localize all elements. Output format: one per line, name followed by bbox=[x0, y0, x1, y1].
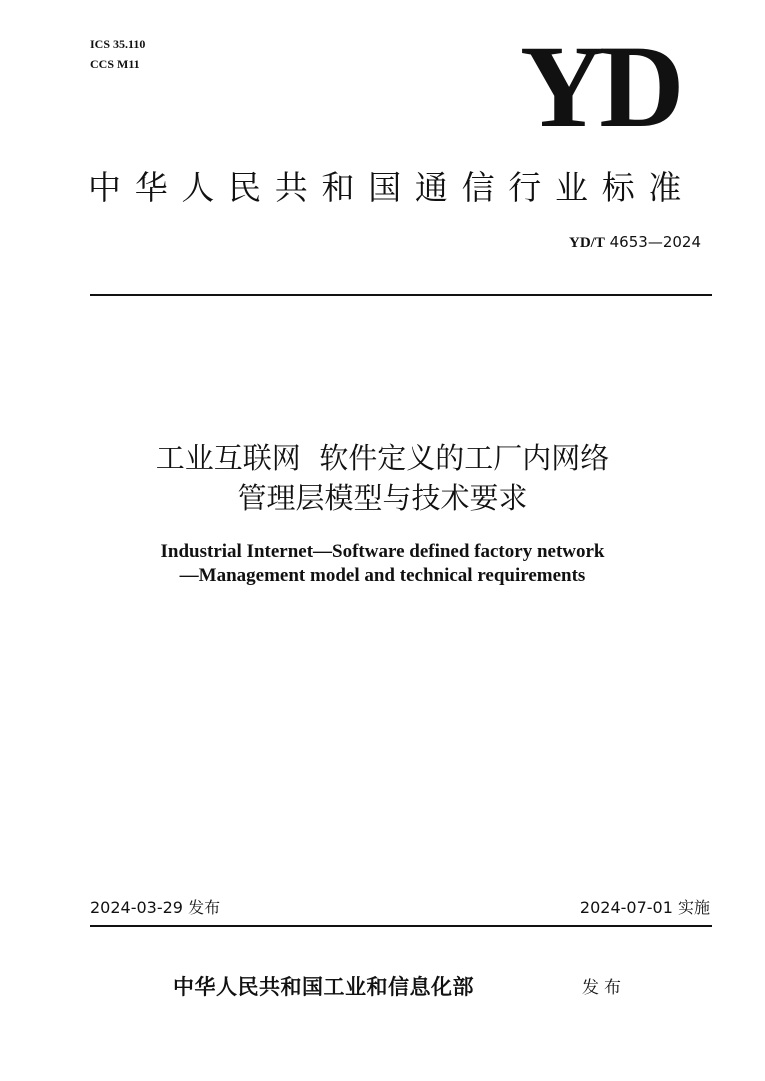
ics-code: ICS 35.110 bbox=[90, 37, 146, 51]
title-en-line-2: —Management model and technical requirements bbox=[179, 565, 586, 586]
implementation-date: 2024-07-01 实施 bbox=[579, 898, 710, 917]
standard-number bbox=[569, 232, 701, 253]
document-title-en bbox=[0, 540, 765, 588]
industry-standard-title: 中华人民共和国通信行业标准 bbox=[88, 168, 696, 207]
top-divider bbox=[90, 294, 712, 296]
release-date: 2024-03-29 发布 bbox=[90, 898, 221, 917]
classification-codes bbox=[90, 34, 145, 74]
title-en-line-1: Industrial Internet—Software defined factory network bbox=[160, 541, 605, 562]
standard-code: 4653—2024 bbox=[609, 233, 701, 251]
standard-prefix: YD/T bbox=[569, 235, 605, 251]
title-cn-line-2: 管理层模型与技术要求 bbox=[237, 481, 528, 515]
bottom-divider bbox=[90, 925, 712, 927]
ccs-code: CCS M11 bbox=[90, 57, 140, 71]
yd-logo: YD bbox=[520, 21, 679, 152]
document-title-cn bbox=[0, 438, 765, 518]
issuing-ministry: 中华人民共和国工业和信息化部 bbox=[173, 974, 474, 999]
title-cn-line-1: 工业互联网 软件定义的工厂内网络 bbox=[155, 441, 610, 475]
publish-label: 发布 bbox=[582, 978, 626, 998]
